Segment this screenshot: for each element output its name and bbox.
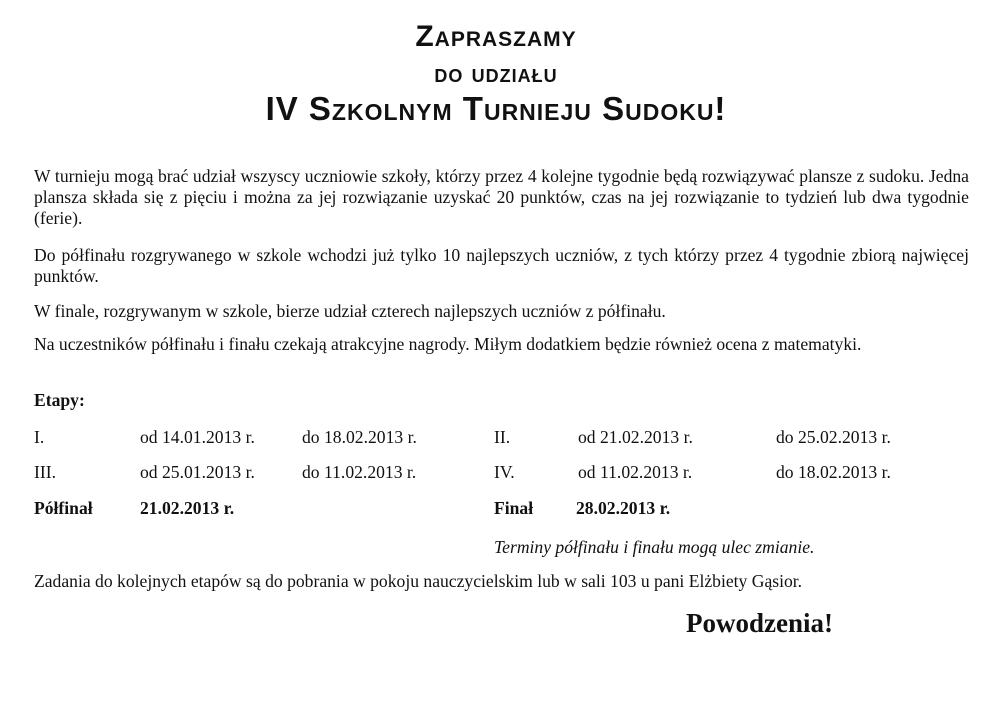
final-date: 28.02.2013 r.: [576, 498, 671, 518]
stages-heading: Etapy:: [34, 390, 85, 410]
stage-end-date: do 11.02.2013 r.: [302, 462, 417, 482]
stage-label: IV.: [494, 462, 515, 482]
dates-change-note: Terminy półfinału i finału mogą ulec zmianie.: [494, 537, 815, 557]
stage-start-date: od 21.02.2013 r.: [578, 427, 693, 447]
stage-label: II.: [494, 427, 511, 447]
paragraph-rules: W turnieju mogą brać udział wszyscy uczniowie szkoły, którzy przez 4 kolejne tygodnie będą rozwiązywać plansze z sudoku. Jedna plansza składa się z pięciu i można za jej rozwiązanie uzyskać 20 punktów, czas na jej rozwiązanie to tydzień lub dwa tygodnie (ferie).: [34, 166, 969, 228]
stage-start-date: od 11.02.2013 r.: [578, 462, 693, 482]
stage-label: III.: [34, 462, 56, 482]
stage-end-date: do 18.02.2013 r.: [302, 427, 417, 447]
stage-start-date: od 25.01.2013 r.: [140, 462, 255, 482]
tasks-info: Zadania do kolejnych etapów są do pobrania w pokoju nauczycielskim lub w sali 103 u pani Elżbiety Gąsior.: [34, 571, 803, 591]
title-line-2: do udziału: [434, 58, 558, 88]
closing-wish: Powodzenia!: [686, 608, 833, 638]
paragraph-prizes: Na uczestników półfinału i finału czekają atrakcyjne nagrody. Miłym dodatkiem będzie również ocena z matematyki.: [34, 334, 862, 354]
semifinal-label: Półfinał: [34, 498, 93, 518]
paragraph-semifinal-info: Do półfinału rozgrywanego w szkole wchodzi już tylko 10 najlepszych uczniów, z tych którzy przez 4 tygodnie zbiorą najwięcej punktów.: [34, 245, 969, 286]
stage-label: I.: [34, 427, 45, 447]
stage-start-date: od 14.01.2013 r.: [140, 427, 255, 447]
title-line-1: Zapraszamy: [415, 20, 577, 53]
final-label: Finał: [494, 498, 534, 518]
stage-end-date: do 25.02.2013 r.: [776, 427, 891, 447]
paragraph-final-info: W finale, rozgrywanym w szkole, bierze udział czterech najlepszych uczniów z półfinału.: [34, 301, 666, 321]
title-line-3: IV Szkolnym Turnieju Sudoku!: [265, 90, 727, 127]
stage-end-date: do 18.02.2013 r.: [776, 462, 891, 482]
semifinal-date: 21.02.2013 r.: [140, 498, 235, 518]
